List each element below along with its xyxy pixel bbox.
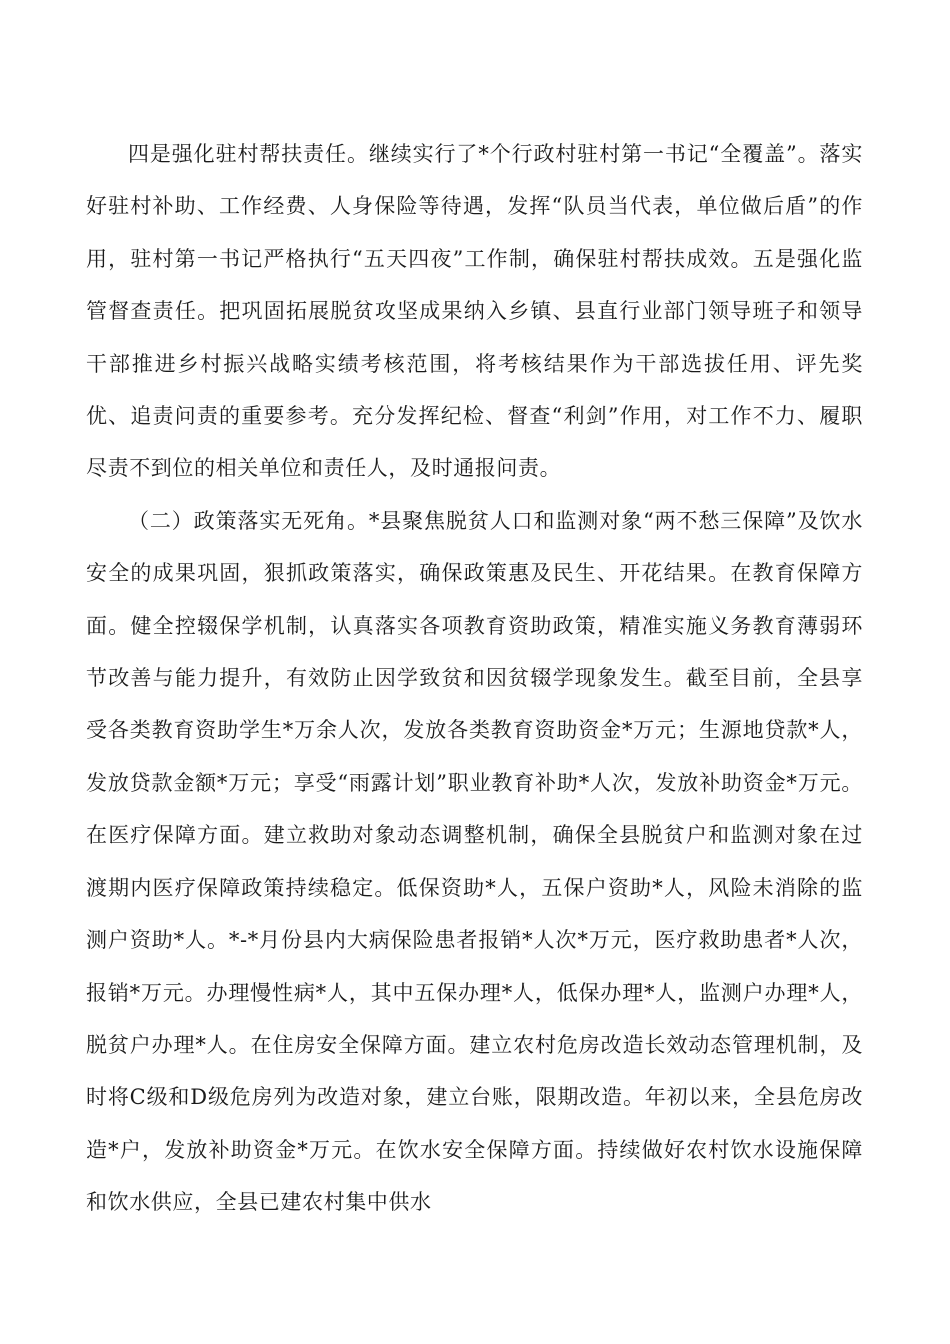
document-body: [86, 128, 863, 1229]
paragraph-responsibility: 四是强化驻村帮扶责任。继续实行了*个行政村驻村第一书记“全覆盖”。落实好驻村补助、工作经费、人身保险等待遇，发挥“队员当代表，单位做后盾”的作用，驻村第一书记严格执行“五天四夜”工作制，确保驻村帮扶成效。五是强化监管督查责任。把巩固拓展脱贫攻坚成果纳入乡镇、县直行业部门领导班子和领导干部推进乡村振兴战略实绩考核范围，将考核结果作为干部选拔任用、评先奖优、追责问责的重要参考。充分发挥纪检、督查“利剑”作用，对工作不力、履职尽责不到位的相关单位和责任人，及时通报问责。: [86, 142, 863, 481]
paragraph-policy-implementation: （二）政策落实无死角。*县聚焦脱贫人口和监测对象“两不愁三保障”及饮水安全的成果巩固，狠抓政策落实，确保政策惠及民生、开花结果。在教育保障方面。健全控辍保学机制，认真落实各项教育资助政策，精准实施义务教育薄弱环节改善与能力提升，有效防止因学致贫和因贫辍学现象发生。截至目前，全县享受各类教育资助学生*万余人次，发放各类教育资助资金*万元；生源地贷款*人，发放贷款金额*万元；享受“雨露计划”职业教育补助*人次，发放补助资金*万元。在医疗保障方面。建立救助对象动态调整机制，确保全县脱贫户和监测对象在过渡期内医疗保障政策持续稳定。低保资助*人，五保户资助*人，风险未消除的监测户资助*人。*-*月份县内大病保险患者报销*人次*万元，医疗救助患者*人次，报销*万元。办理慢性病*人，其中五保办理*人，低保办理*人，监测户办理*人，脱贫户办理*人。在住房安全保障方面。建立农村危房改造长效动态管理机制，及时将C级和D级危房列为改造对象，建立台账，限期改造。年初以来，全县危房改造*户，发放补助资金*万元。在饮水安全保障方面。持续做好农村饮水设施保障和饮水供应，全县已建农村集中供水: [86, 508, 863, 1215]
